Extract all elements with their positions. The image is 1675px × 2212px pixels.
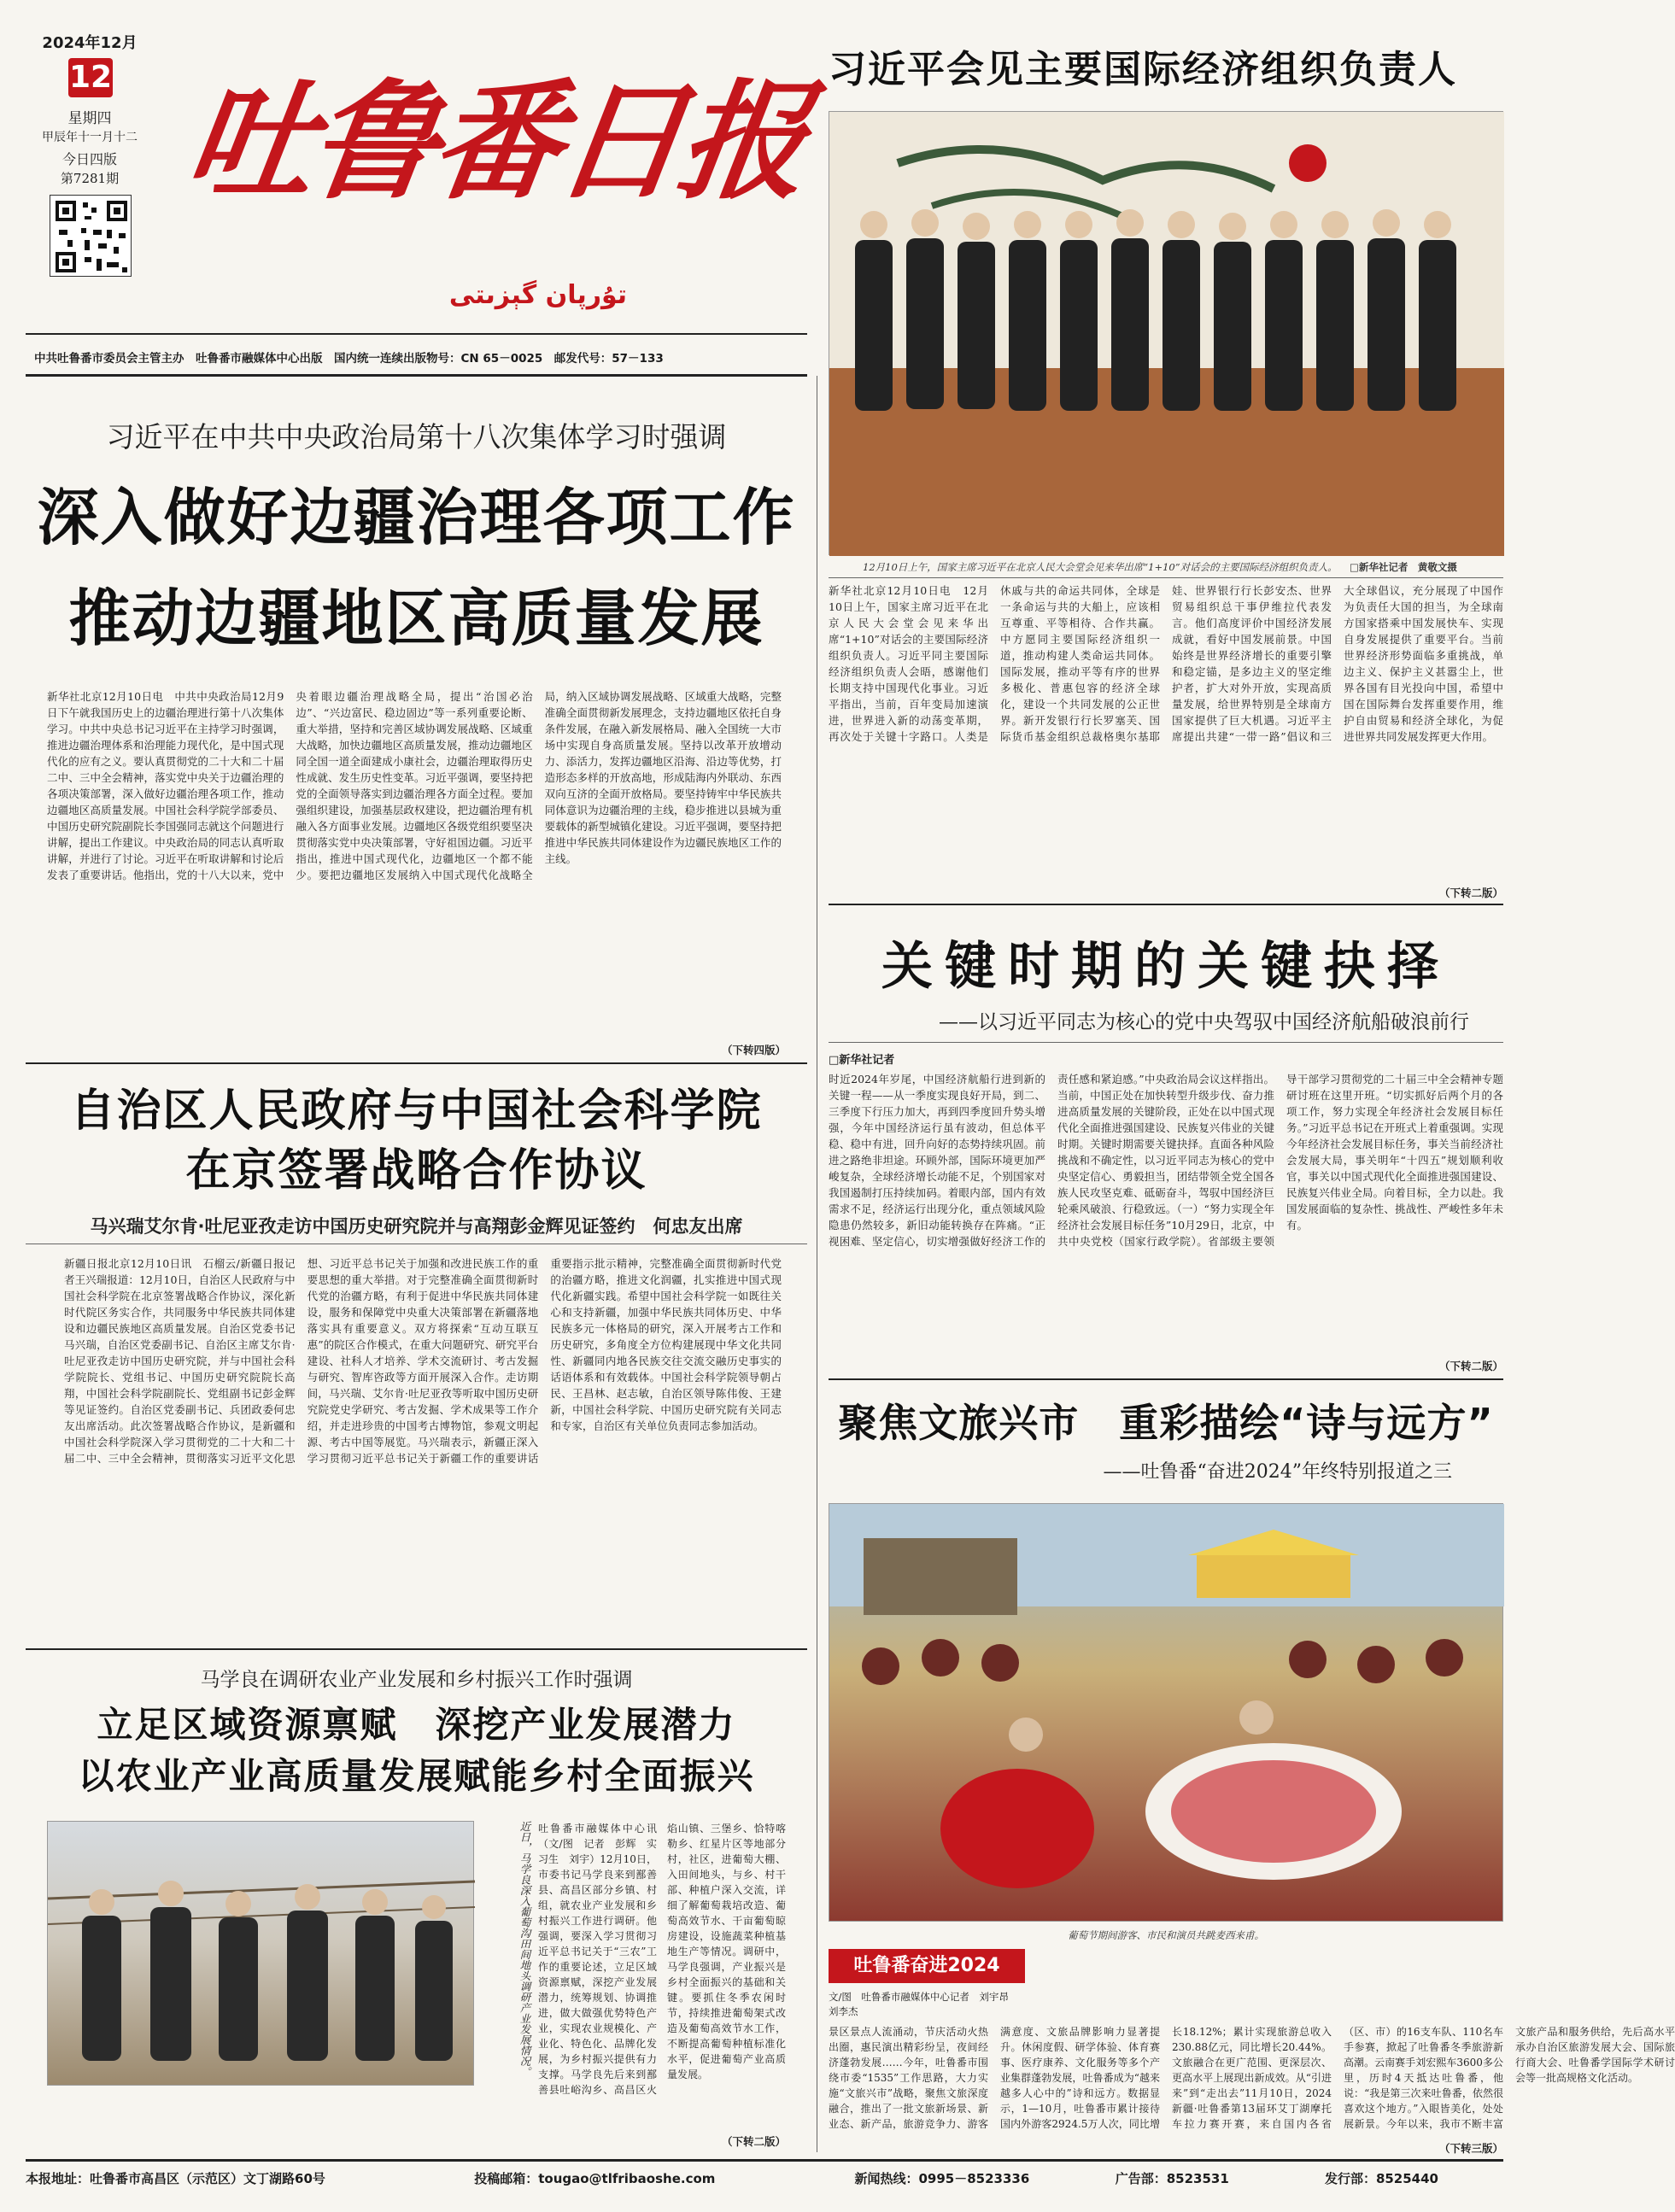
key-choice-byline: □新华社记者 xyxy=(829,1054,895,1067)
border-headline-1[interactable]: 深入做好边疆治理各项工作 xyxy=(37,482,796,553)
footer-email[interactable]: 投稿邮箱：tougao@tlfribaoshe.com xyxy=(474,2171,716,2186)
tourism-photo[interactable] xyxy=(829,1503,1503,1922)
issue-number: 第7281期 xyxy=(60,171,120,186)
footer-hotline: 新闻热线：0995－8523336 xyxy=(854,2171,1030,2186)
cass-headline-2[interactable]: 在京签署战略合作协议 xyxy=(185,1144,647,1197)
left-col-rule-1 xyxy=(26,1062,807,1064)
masthead-title: 吐鲁番日报 xyxy=(177,67,814,217)
rural-continue[interactable]: （下转二版） xyxy=(721,2135,786,2148)
lunar-date: 甲辰年十一月十二 xyxy=(42,131,138,144)
uyghur-title: تۇرپان گېزىتى xyxy=(448,280,628,310)
border-body: 新华社北京12月10日电 中共中央政治局12月9日下午就我国历史上的边疆治理进行第十八次集体学习。中共中央总书记习近平在主持学习时强调，推进边疆治理体系和治理能力现代化，是中国式现代化的应有之义。要认真贯彻党的二十大和二十届二中、三中全会精神，落实党中央关于边疆治理的各项决策部署，深入做好边疆治理各项工作，推动边疆地区高质量发展。中国社会科学院学部委员、中国历史研究院副院长李国强同志就这个问题进行讲解，提出工作建议。中央政治局的同志认真听取讲解，并进行了讨论。习近平在听取讲解和讨论后发表了重要讲话。他指出，党的十八大以来，党中央着眼边疆治理战略全局，提出“治国必治边”、“兴边富民、稳边固边”等一系列重要论断、重大举措，坚持和完善区域协调发展战略、区域重大战略，加快边疆地区高质量发展，推动边疆地区同全国一道全面建成小康社会，边疆治理取得历史性成就、发生历史性变革。习近平强调，要坚持把党的全面领导落实到边疆治理各方面全过程。要加强组织建设，加强基层政权建设，把边疆治理有机融入各方面事业发展。边疆地区各级党组织要坚决贯彻落实党中央决策部署，守好祖国边疆。习近平指出，推进中国式现代化，边疆地区一个都不能少。要把边疆地区发展纳入中国式现代化战略全局，纳入区域协调发展战略、区域重大战略，完整准确全面贯彻新发展理念，支持边疆地区依托自身条件发展，在融入新发展格局、融入全国统一大市场中实现自身高质量发展。坚持以改革开放增动力、添活力，发挥边疆地区沿海、沿边等优势，打造形态多样的开放高地，形成陆海内外联动、东西双向互济的全面开放格局。要坚持铸牢中华民族共同体意识为边疆治理的主线，稳步推进以县城为重要载体的新型城镇化建设。习近平强调，要坚持把推进中华民族共同体建设作为边疆民族地区工作的主线。 xyxy=(47,690,782,881)
tourism-byline: 文/图 吐鲁番市融媒体中心记者 刘宇昂 刘李杰 xyxy=(829,1991,1019,2017)
page-count: 今日四版 xyxy=(61,151,117,167)
key-choice-headline[interactable]: 关键时期的关键抉择 xyxy=(881,937,1450,997)
fenjin-column-tag-label: 吐鲁番奋进2024 xyxy=(853,1955,1000,1976)
tourism-body: 景区景点人流涌动，节庆活动火热出圈，惠民演出精彩纷呈，夜间经济蓬勃发展……今年，吐鲁番市围绕市委“1535”工作思路，大力实施“文旅兴市”战略，聚焦文旅深度融合，推出了一批文旅新场景、新业态、新产品，旅游竞争力、游客满意度、文旅品牌影响力显著提升。休闲度假、研学体验、体育赛事、医疗康养、文化服务等多个产业集群蓬勃发展，吐鲁番成为“越来越多人心中的”诗和远方。数据显示，1—10月，吐鲁番市累计接待国内外游客2924.5万人次，同比增长18.12%；累计实现旅游总收入230.88亿元，同比增长20.44%。文旅融合在更广范围、更深层次、更高水平上展现出新成效。从“引进来”到“走出去”11月10日，2024新疆·吐鲁番第13届环艾丁湖摩托车拉力赛开赛，来自国内各省（区、市）的16支车队、110名车手参赛，掀起了吐鲁番冬季旅游新高潮。云南赛手刘宏熙车3600多公里，历时4天抵达吐鲁番，他说：“我是第三次来吐鲁番，依然很喜欢这个地方。”入眼皆美化，处处展新景。今年以来，我市不断丰富文旅产品和服务供给，先后高水平承办自治区旅游发展大会、国际旅行商大会、吐鲁番学国际学术研讨会等一批高规格文化活动。 xyxy=(829,2026,1675,2130)
tourism-continue[interactable]: （下转三版） xyxy=(1438,2142,1503,2155)
weekday: 星期四 xyxy=(67,110,112,127)
right-col-rule-2 xyxy=(829,1378,1503,1380)
meeting-continue[interactable]: （下转二版） xyxy=(1438,887,1503,899)
key-choice-subhead: ——以习近平同志为核心的党中央驾驭中国经济航船破浪前行 xyxy=(939,1011,1469,1033)
tourism-subhead: ——吐鲁番“奋进2024”年终特别报道之三 xyxy=(1103,1461,1452,1483)
footer xyxy=(26,2169,1503,2195)
meeting-photo[interactable] xyxy=(829,111,1503,555)
rural-headline-2[interactable]: 以农业产业高质量发展赋能乡村全面振兴 xyxy=(78,1755,755,1797)
meeting-photo-credit: □新华社记者 黄敬文摄 xyxy=(1350,561,1457,573)
masthead xyxy=(26,24,829,340)
rural-headline-1[interactable]: 立足区域资源禀赋 深挖产业发展潜力 xyxy=(97,1704,736,1746)
meeting-photo-art xyxy=(829,112,1504,556)
key-choice-rule xyxy=(829,1042,1503,1043)
meeting-photo-caption: 12月10日上午，国家主席习近平在北京人民大会堂会见来华出席“1+10”对话会的主要国际经济组织负责人。 xyxy=(863,561,1338,573)
story-meeting-headline[interactable]: 习近平会见主要国际经济组织负责人 xyxy=(829,48,1457,91)
date-line: 2024年12月 xyxy=(42,34,138,52)
masthead-rule-top xyxy=(26,333,807,335)
footer-dist: 发行部：8525440 xyxy=(1324,2171,1438,2186)
footer-address: 本报地址：吐鲁番市高昌区（示范区）文丁湖路60号 xyxy=(26,2171,325,2186)
cass-body: 新疆日报北京12月10日讯 石榴云/新疆日报记者王兴瑞报道：12月10日，自治区人民政府与中国社会科学院在北京签署战略合作协议，深化新时代院区务实合作，共同服务中华民族共同体建设和边疆民族地区高质量发展。自治区党委书记马兴瑞，自治区党委副书记、自治区主席艾尔肯·吐尼亚孜走访中国历史研究院，并与中国社会科学院院长、党组书记、中国历史研究院院长高翔，中国社会科学院副院长、党组副书记彭金辉等见证签约。自治区党委副书记、兵团政委何忠友出席活动。此次签署战略合作协议，是新疆和中国社会科学院深入学习贯彻党的二十大和二十届二中、三中全会精神，贯彻落实习近平文化思想、习近平总书记关于加强和改进民族工作的重要思想的重大举措。对于完整准确全面贯彻新时代党的治疆方略，有利于促进中华民族共同体建设，服务和保障党中央重大决策部署在新疆落地落实具有重要意义。双方将探索“互动互联互惠”的院区合作模式，在重大问题研究、研究平台建设、社科人才培养、学术交流研讨、考古发掘与研究、智库咨政等方面开展深入合作。走访期间，马兴瑞、艾尔肯·吐尼亚孜等听取中国历史研究院党史学研究、考古发掘、学术成果等工作介绍，并走进珍贵的中国考古博物馆，参观文明起源、考古中国等展览。马兴瑞表示，新疆正深入学习贯彻习近平总书记关于新疆工作的重要讲话重要指示批示精神，完整准确全面贯彻新时代党的治疆方略，推进文化润疆，扎实推进中国式现代化新疆实践。希望中国社会科学院一如既往关心和支持新疆，加强中华民族共同体历史、中华民族多元一体格局的研究，深入开展考古工作和历史研究，多角度全方位构建展现中华文化共同性、新疆同内地各民族交往交流交融历史事实的话语体系和有效载体。中国社会科学院领导朝占民、王昌林、赵志敏，自治区领导陈伟俊、王建新，中国社会科学院、中国历史研究院有关同志和专家，自治区有关单位负责同志参加活动。 xyxy=(64,1257,782,1465)
cass-kicker: 马兴瑞艾尔肯·吐尼亚孜走访中国历史研究院并与高翔彭金辉见证签约 何忠友出席 xyxy=(90,1216,743,1237)
tourism-headline[interactable]: 聚焦文旅兴市 重彩描绘“诗与远方” xyxy=(838,1400,1494,1446)
left-col-rule-2 xyxy=(26,1648,807,1650)
tourism-photo-art xyxy=(829,1504,1504,1922)
cass-headline-1[interactable]: 自治区人民政府与中国社会科学院 xyxy=(70,1085,763,1137)
border-continue[interactable]: （下转四版） xyxy=(721,1044,786,1056)
publisher-line: 中共吐鲁番市委员会主管主办 吐鲁番市融媒体中心出版 国内统一连续出版物号：CN 65－0025 邮发代号：57－133 xyxy=(34,352,664,366)
right-col-rule-1 xyxy=(829,904,1503,905)
meeting-rule xyxy=(829,577,1503,578)
border-kicker: 习近平在中共中央政治局第十八次集体学习时强调 xyxy=(106,420,727,454)
key-choice-continue[interactable]: （下转二版） xyxy=(1438,1360,1503,1372)
rural-photo-art xyxy=(48,1822,475,2086)
border-headline-2[interactable]: 推动边疆地区高质量发展 xyxy=(68,582,764,654)
qr-code-icon[interactable] xyxy=(50,195,132,277)
meeting-body: 新华社北京12月10日电 12月10日上午，国家主席习近平在北京人民大会堂会见来华出席“1+10”对话会的主要国际经济组织负责人。习近平同主要国际经济组织负责人会晤，感谢他们长期支持中国现代化事业。习近平指出，当前，百年变局加速演进，世界进入新的动荡变革期，再次处于关键十字路口。人类是休戚与共的命运共同体，全球是一条命运与共的大船上，应该相互尊重、平等相待、合作共赢。中方愿同主要国际经济组织一道，推动构建人类命运共同体。国际发展，推动平等有序的世界多极化、普惠包容的经济全球化，建设一个共同发展的公正世界。新开发银行行长罗塞芙、国际货币基金组织总裁格奥尔基耶娃、世界银行行长彭安杰、世界贸易组织总干事伊维拉代表发言。他们高度评价中国经济发展成就，看好中国发展前景。中国始终是世界经济增长的重要引擎和稳定锚，是多边主义的坚定维护者，扩大对外开放，实现高质量发展，给世界特别是全球南方国家提供了巨大机遇。习近平主席提出共建“一带一路”倡议和三大全球倡议，充分展现了中国作为负责任大国的担当，为全球南方国家搭乘中国发展快车、实现自身发展提供了重要平台。当前世界经济形势面临多重挑战，单边主义、保护主义甚嚣尘上，世界各国有目光投向中国，希望中国在国际舞台发挥重要作用，维护自由贸易和经济全球化，为促进世界共同发展发挥更大作用。 xyxy=(829,584,1503,743)
tourism-photo-caption: 葡萄节期间游客、市民和演员共跳麦西来甫。 xyxy=(1068,1929,1264,1941)
day-number: 12 xyxy=(68,60,113,95)
rural-photo-caption: 近日，马学良深入葡萄沟田间地头调研产业发展情况。 xyxy=(518,1821,531,2077)
footer-rule xyxy=(26,2159,1503,2162)
footer-ad: 广告部：8523531 xyxy=(1115,2171,1229,2186)
masthead-rule-bottom xyxy=(26,374,807,377)
rural-body: 吐鲁番市融媒体中心讯（文/图 记者 彭辉 实习生 刘宇）12月10日，市委书记马学良来到鄯善县、高昌区部分乡镇、村组，就农业产业发展和乡村振兴工作进行调研。他强调，要深入学习贯彻习近平总书记关于“三农”工作的重要论述，立足区域资源禀赋，深挖产业发展潜力，统筹规划、协调推进，做大做强优势特色产业，实现农业规模化、产业化、特色化、品牌化发展，为乡村振兴提供有力支撑。马学良先后来到鄯善县吐峪沟乡、高昌区火焰山镇、三堡乡、恰特喀勒乡、红星片区等地部分村，社区，进葡萄大棚、入田间地头，与乡、村干部、种植户深入交流，详细了解葡萄栽培改造、葡萄高效节水、干亩葡萄晾房建设，设施蔬菜种植基地生产等情况。调研中，马学良强调，产业振兴是乡村全面振兴的基础和关键。要抓住冬季农闲时节，持续推进葡萄架式改造及葡萄高效节水工作，不断提高葡萄种植标准化水平，促进葡萄产业高质量发展。 xyxy=(538,1823,786,2096)
key-choice-body: 时近2024年岁尾，中国经济航船行进到新的关键一程——从一季度实现良好开局，到二、三季度下行压力加大，再到四季度回升势头增强，今年中国经济运行虽有波动，但总体平稳、稳中有进，回升向好的态势持续巩固。前进之路绝非坦途。环顾外部，国际环境更加严峻复杂，全球经济增长动能不足，个别国家对我国遏制打压持续加码。着眼内部，国内有效需求不足，经济运行出现分化，重点领域风险隐患仍然较多，新旧动能转换存在阵痛。“正视困难、坚定信心，切实增强做好经济工作的责任感和紧迫感。”中央政治局会议这样指出。当前，中国正处在加快转型升级步伐、奋力推进高质量发展的关键阶段，正处在以中国式现代化全面推进强国建设、民族复兴伟业的关键时期。关键时期需要关键抉择。直面各种风险挑战和不确定性，以习近平同志为核心的党中央坚定信心、勇毅担当，团结带领全党全国各族人民攻坚克难、砥砺奋斗，驾驭中国经济巨轮乘风破浪、行稳致远。（一）“努力实现全年经济社会发展目标任务”10月29日，北京，中共中央党校（国家行政学院）。省部级主要领导干部学习贯彻党的二十届三中全会精神专题研讨班在这里开班。“切实抓好后两个月的各项工作，努力实现全年经济社会发展目标任务。”习近平总书记在开班式上着重强调。实现今年经济社会发展目标任务，事关当前经济社会发展大局，事关明年“十四五”规划顺利收官，事关以中国式现代化全面推进强国建设、民族复兴伟业全局。向着目标，全力以赴。我国发展面临的复杂性、挑战性、严峻性多年未有。 xyxy=(829,1073,1503,1248)
rural-photo[interactable] xyxy=(47,1821,474,2086)
rural-kicker: 马学良在调研农业产业发展和乡村振兴工作时强调 xyxy=(200,1669,633,1691)
